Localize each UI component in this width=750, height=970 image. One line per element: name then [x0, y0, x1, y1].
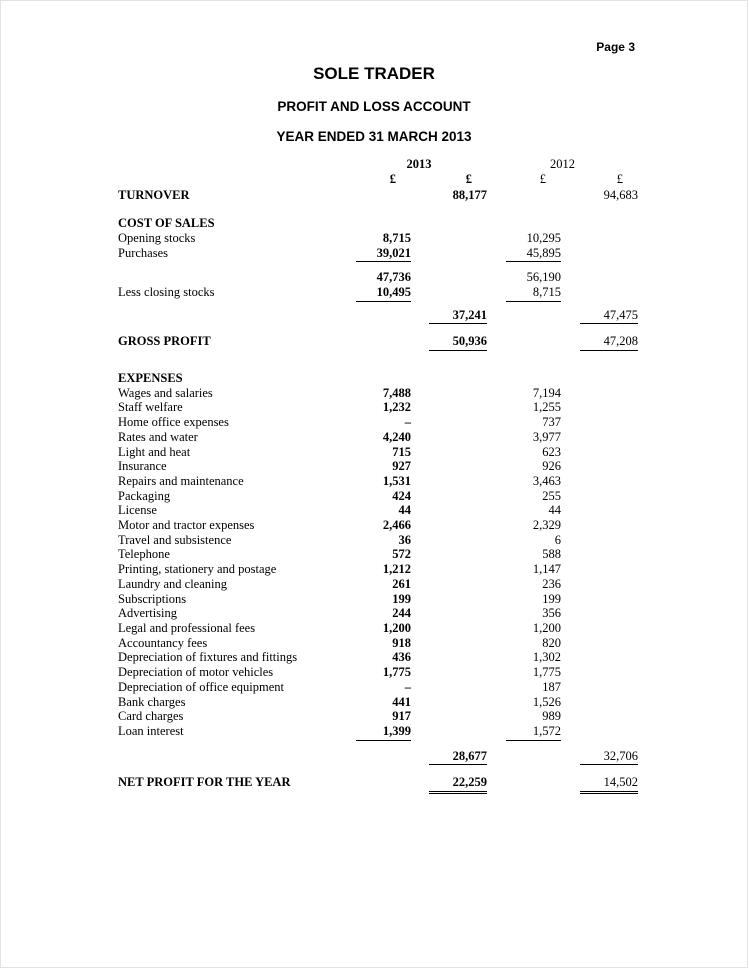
year-prior-header: 2012 [550, 157, 575, 171]
expense-2012-value: 588 [542, 547, 561, 562]
cos-subtotal-2013-value: 47,736 [376, 270, 411, 285]
expense-2013-value: 1,212 [382, 562, 411, 577]
expense-row [118, 724, 638, 741]
expense-row [118, 415, 638, 430]
expense-2013-value: – [404, 679, 411, 694]
expense-label: Depreciation of fixtures and fittings [118, 650, 298, 665]
expense-2012-value: 236 [542, 576, 561, 591]
expense-2013-value: 927 [392, 459, 411, 474]
expense-label: Depreciation of motor vehicles [118, 665, 274, 680]
gross-profit-2013-value: 50,936 [429, 334, 487, 351]
expense-label: License [118, 503, 157, 518]
cos-subtotal-2012-value: 56,190 [526, 270, 561, 285]
expense-label: Motor and tractor expenses [118, 518, 255, 533]
expense-2012-value: 356 [542, 606, 561, 621]
expense-2013-value: 1,399 [356, 724, 411, 741]
expenses-heading: EXPENSES [118, 371, 183, 386]
expense-rows [118, 386, 638, 741]
expense-2013-value: 715 [392, 444, 411, 459]
expense-row [118, 650, 638, 665]
expenses-total-row [118, 749, 638, 766]
expense-2012-value: 2,329 [532, 518, 561, 533]
expense-2013-value: 918 [392, 635, 411, 650]
cost-of-sales-heading: COST OF SALES [118, 216, 215, 231]
expenses-heading-row [118, 371, 638, 386]
expense-2012-value: 187 [542, 679, 561, 694]
closing-stocks-2013-value: 10,495 [356, 285, 411, 302]
gross-profit-row [118, 334, 638, 351]
expense-2013-value: 44 [398, 503, 411, 518]
expense-row [118, 709, 638, 724]
expense-label: Depreciation of office equipment [118, 679, 285, 694]
expense-label: Telephone [118, 547, 170, 562]
currency-symbol: £ [465, 171, 472, 186]
expense-label: Travel and subsistence [118, 532, 232, 547]
expense-row [118, 518, 638, 533]
year-current-header: 2013 [406, 157, 432, 171]
expense-label: Bank charges [118, 694, 186, 709]
expense-2012-value: 820 [542, 635, 561, 650]
expense-row [118, 547, 638, 562]
expense-row [118, 386, 638, 401]
year-header-row [118, 157, 638, 172]
gross-profit-label: GROSS PROFIT [118, 334, 211, 349]
expense-row [118, 562, 638, 577]
expense-2013-value: 1,531 [382, 473, 411, 488]
expense-row [118, 400, 638, 415]
expense-row [118, 489, 638, 504]
expense-2013-value: 2,466 [382, 518, 411, 533]
turnover-2012-value: 94,683 [603, 188, 638, 203]
expense-2012-value: 44 [548, 503, 561, 518]
expense-2013-value: 1,232 [382, 400, 411, 415]
closing-stocks-row [118, 285, 638, 302]
expense-2012-value: 926 [542, 459, 561, 474]
expense-row [118, 695, 638, 710]
expense-2013-value: 199 [392, 591, 411, 606]
expense-2012-value: 989 [542, 709, 561, 724]
expenses-total-2012-value: 32,706 [580, 749, 638, 766]
expense-2012-value: 3,977 [532, 429, 561, 444]
expense-2013-value: – [404, 415, 411, 430]
expense-label: Repairs and maintenance [118, 473, 244, 488]
expense-label: Staff welfare [118, 400, 183, 415]
purchases-label: Purchases [118, 245, 168, 260]
purchases-2012-value: 45,895 [506, 246, 561, 263]
expense-2013-value: 1,200 [382, 620, 411, 635]
cost-of-sales-subtotal-row [118, 270, 638, 285]
cos-total-2013-value: 37,241 [429, 308, 487, 325]
expense-2012-value: 1,775 [532, 665, 561, 680]
expense-2013-value: 917 [392, 709, 411, 724]
expense-label: Loan interest [118, 723, 184, 738]
expense-label: Legal and professional fees [118, 620, 256, 635]
expense-2012-value: 255 [542, 488, 561, 503]
expense-row [118, 577, 638, 592]
opening-stocks-2013-value: 8,715 [382, 230, 411, 245]
net-profit-row [118, 775, 638, 794]
expense-2013-value: 424 [392, 488, 411, 503]
expense-label: Laundry and cleaning [118, 576, 227, 591]
currency-symbol: £ [389, 171, 396, 186]
document-subtitle: PROFIT AND LOSS ACCOUNT [277, 99, 471, 114]
expense-label: Subscriptions [118, 591, 187, 606]
expense-2013-value: 1,775 [382, 665, 411, 680]
expense-row [118, 665, 638, 680]
expense-2013-value: 36 [398, 532, 411, 547]
expense-2012-value: 1,255 [532, 400, 561, 415]
expense-2012-value: 1,572 [506, 724, 561, 741]
expense-label: Accountancy fees [118, 635, 208, 650]
expense-row [118, 592, 638, 607]
expense-row [118, 533, 638, 548]
expense-2013-value: 7,488 [382, 385, 411, 400]
expense-label: Card charges [118, 709, 184, 724]
gross-profit-2012-value: 47,208 [580, 334, 638, 351]
net-profit-2013-value: 22,259 [429, 775, 487, 794]
expense-2013-value: 572 [392, 547, 411, 562]
turnover-label: TURNOVER [118, 188, 190, 203]
expense-label: Rates and water [118, 429, 198, 444]
expense-2012-value: 1,147 [532, 562, 561, 577]
currency-symbol: £ [539, 171, 546, 186]
expense-row [118, 606, 638, 621]
purchases-row [118, 246, 638, 263]
expense-2013-value: 244 [392, 606, 411, 621]
expense-2012-value: 737 [542, 415, 561, 430]
cos-total-2012-value: 47,475 [580, 308, 638, 325]
cost-of-sales-heading-row [118, 216, 638, 231]
expense-2012-value: 623 [542, 444, 561, 459]
closing-stocks-label: Less closing stocks [118, 284, 215, 299]
expense-row [118, 430, 638, 445]
expense-2012-value: 1,302 [532, 650, 561, 665]
profit-loss-statement [118, 157, 638, 794]
currency-header-row [118, 172, 638, 187]
expense-2012-value: 7,194 [532, 385, 561, 400]
currency-symbol: £ [616, 171, 623, 186]
expense-label: Advertising [118, 606, 178, 621]
closing-stocks-2012-value: 8,715 [506, 285, 561, 302]
expense-2012-value: 6 [554, 532, 561, 547]
expense-2013-value: 4,240 [382, 429, 411, 444]
turnover-row [118, 188, 638, 203]
document-title: SOLE TRADER [313, 64, 435, 83]
cost-of-sales-total-row [118, 308, 638, 325]
opening-stocks-2012-value: 10,295 [526, 230, 561, 245]
expenses-total-2013-value: 28,677 [429, 749, 487, 766]
expense-label: Wages and salaries [118, 385, 213, 400]
document-period: YEAR ENDED 31 MARCH 2013 [276, 129, 472, 144]
expense-2012-value: 1,200 [532, 620, 561, 635]
opening-stocks-label: Opening stocks [118, 230, 196, 245]
expense-row [118, 445, 638, 460]
net-profit-2012-value: 14,502 [580, 775, 638, 794]
expense-label: Home office expenses [118, 415, 229, 430]
expense-2013-value: 261 [392, 576, 411, 591]
expense-label: Printing, stationery and postage [118, 562, 277, 577]
expense-row [118, 474, 638, 489]
expense-row [118, 636, 638, 651]
expense-2012-value: 199 [542, 591, 561, 606]
expense-row [118, 459, 638, 474]
expense-2012-value: 1,526 [532, 694, 561, 709]
expense-label: Light and heat [118, 444, 191, 459]
expense-2013-value: 436 [392, 650, 411, 665]
expense-2013-value: 441 [392, 694, 411, 709]
expense-row [118, 503, 638, 518]
expense-label: Packaging [118, 488, 171, 503]
net-profit-label: NET PROFIT FOR THE YEAR [118, 775, 291, 790]
page-number: Page 3 [596, 40, 635, 54]
expense-row [118, 621, 638, 636]
turnover-2013-value: 88,177 [452, 188, 487, 203]
expense-2012-value: 3,463 [532, 473, 561, 488]
opening-stocks-row [118, 231, 638, 246]
expense-label: Insurance [118, 459, 167, 474]
purchases-2013-value: 39,021 [356, 246, 411, 263]
expense-row [118, 680, 638, 695]
